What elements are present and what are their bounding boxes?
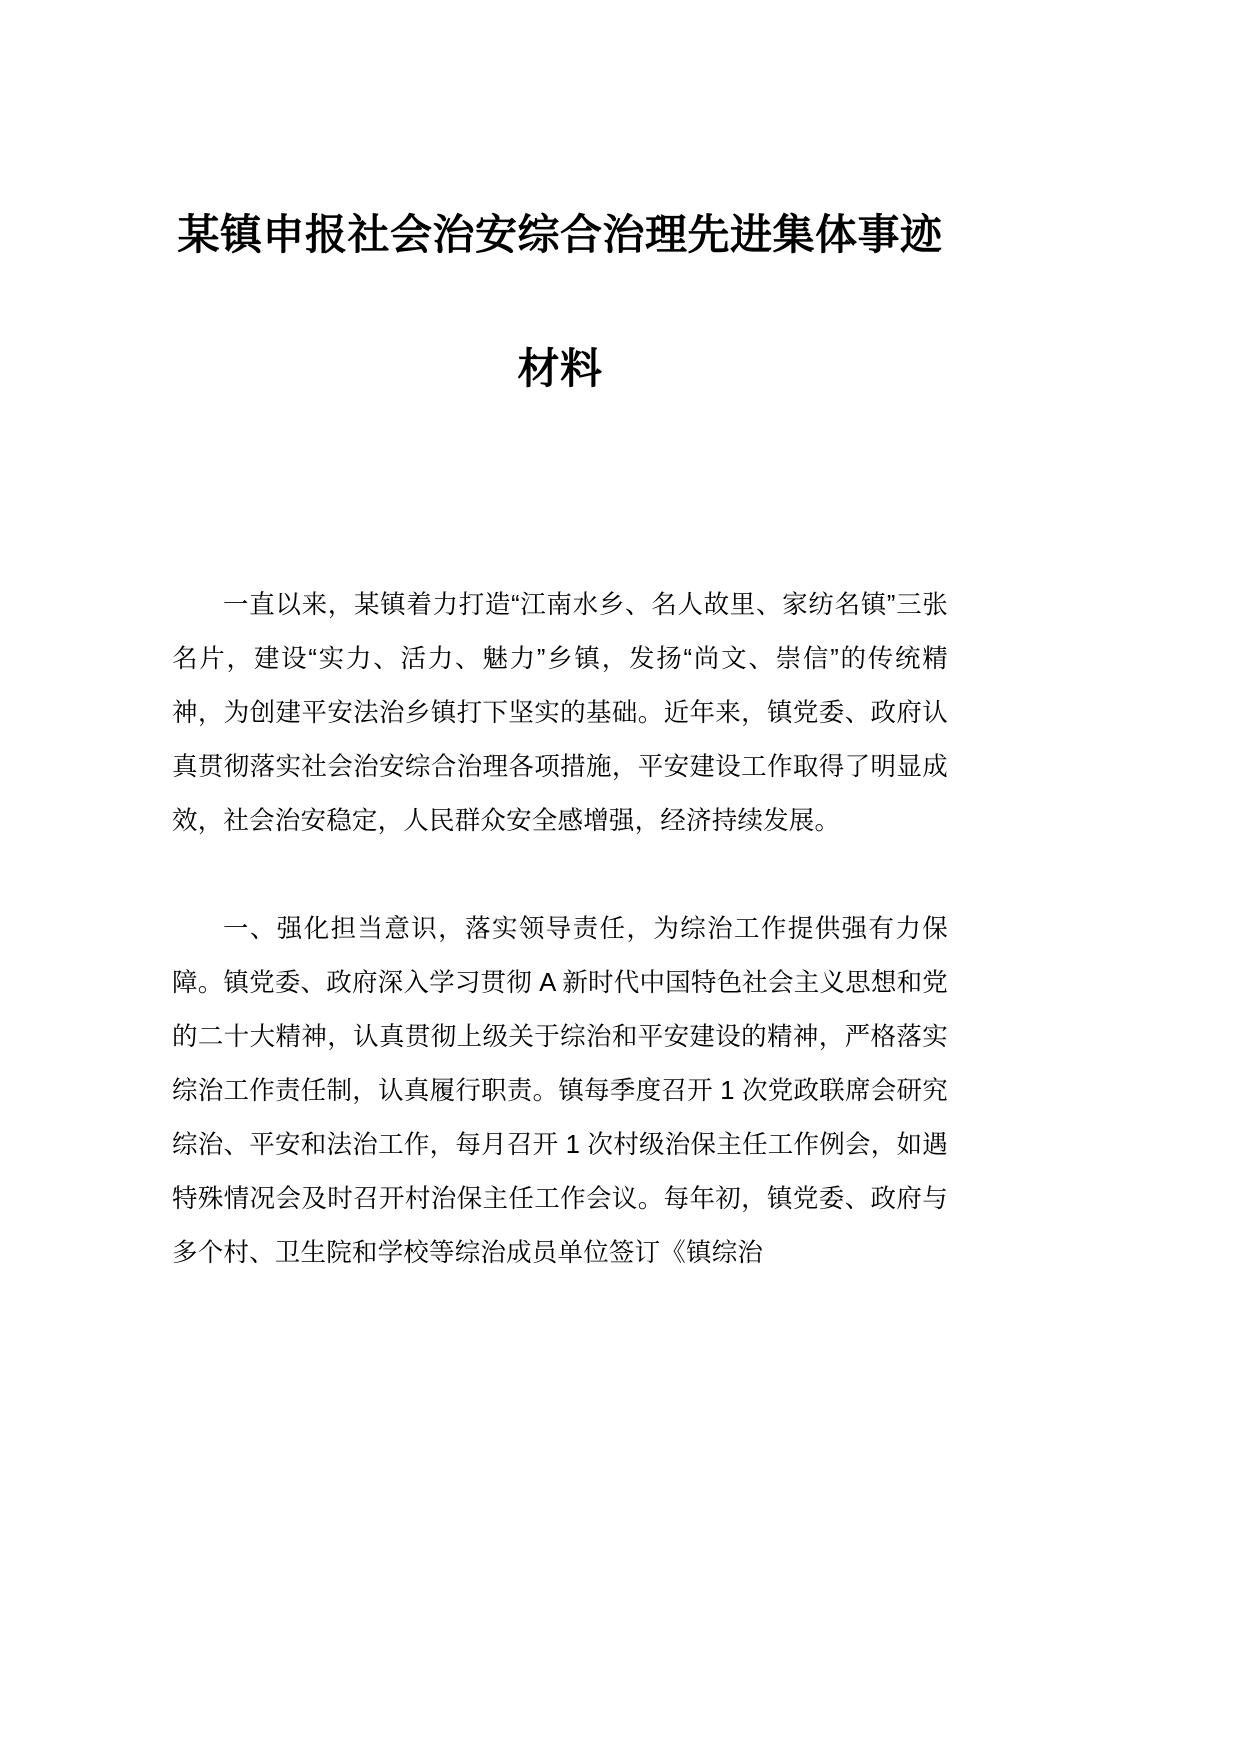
page-title: [172, 0, 948, 436]
page-title-line-2: 材料: [517, 345, 603, 392]
document-content: [172, 578, 948, 1280]
page-title-line-1: 某镇申报社会治安综合治理先进集体事迹: [177, 211, 943, 258]
paragraph-section-one: 一、强化担当意识，落实领导责任，为综治工作提供强有力保障。镇党委、政府深入学习贯彻 A 新时代中国特色社会主义思想和党的二十大精神，认真贯彻上级关于综治和平安建设的精神，严格落实综治工作责任制，认真履行职责。镇每季度召开 1 次党政联席会研究综治、平安和法治工作，每月召开 1 次村级治保主任工作例会，如遇特殊情况会及时召开村治保主任工作会议。每年初，镇党委、政府与多个村、卫生院和学校等综治成员单位签订《镇综治: [172, 915, 948, 1267]
paragraph-intro: 一直以来，某镇着力打造“江南水乡、名人故里、家纺名镇”三张名片，建设“实力、活力、魅力”乡镇，发扬“尚文、崇信”的传统精神，为创建平安法治乡镇打下坚实的基础。近年来，镇党委、政府认真贯彻落实社会治安综合治理各项措施，平安建设工作取得了明显成效，社会治安稳定，人民群众安全感增强，经济持续发展。: [172, 591, 948, 835]
document-body: [172, 0, 948, 1280]
